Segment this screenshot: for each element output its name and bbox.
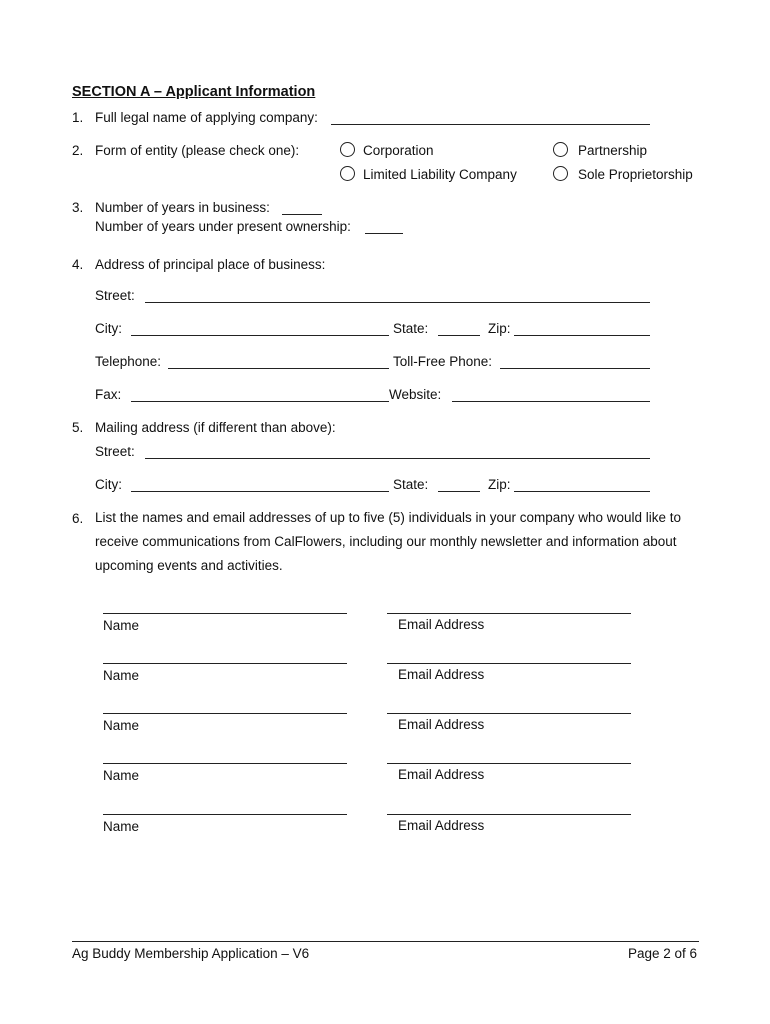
- company-name-field[interactable]: [331, 124, 650, 125]
- mailing-city-label: City:: [95, 477, 122, 492]
- fax-label: Fax:: [95, 387, 122, 402]
- section-title: SECTION A – Applicant Information: [72, 84, 316, 100]
- q2-number: 2.: [72, 143, 84, 158]
- years-ownership-label: Number of years under present ownership:: [95, 219, 351, 234]
- footer-title: Ag Buddy Membership Application – V6: [72, 946, 310, 961]
- contact-name-label: Name: [103, 618, 140, 633]
- mailing-city-field[interactable]: [131, 491, 389, 492]
- state-field[interactable]: [438, 335, 480, 336]
- website-field[interactable]: [452, 401, 650, 402]
- sole-proprietorship-label: Sole Proprietorship: [578, 167, 693, 182]
- sole-proprietorship-radio[interactable]: [553, 166, 568, 181]
- contact-name-field[interactable]: [103, 663, 347, 664]
- city-label: City:: [95, 321, 122, 336]
- contact-name-label: Name: [103, 819, 140, 834]
- state-label: State:: [393, 321, 429, 336]
- mailing-street-label: Street:: [95, 444, 135, 459]
- street-field[interactable]: [145, 302, 650, 303]
- contact-name-label: Name: [103, 718, 140, 733]
- contact-name-field[interactable]: [103, 613, 347, 614]
- partnership-label: Partnership: [578, 143, 648, 158]
- q1-label: Full legal name of applying company:: [95, 110, 318, 125]
- fax-field[interactable]: [131, 401, 389, 402]
- website-label: Website:: [389, 387, 442, 402]
- contact-email-field[interactable]: [387, 713, 631, 714]
- contact-email-label: Email Address: [398, 717, 485, 732]
- q5-number: 5.: [72, 420, 84, 435]
- contact-email-field[interactable]: [387, 814, 631, 815]
- contact-email-label: Email Address: [398, 767, 485, 782]
- zip-field[interactable]: [514, 335, 650, 336]
- partnership-radio[interactable]: [553, 142, 568, 157]
- q3-number: 3.: [72, 200, 84, 215]
- contact-name-field[interactable]: [103, 763, 347, 764]
- years-ownership-field[interactable]: [365, 233, 403, 234]
- corporation-radio[interactable]: [340, 142, 355, 157]
- contact-name-field[interactable]: [103, 814, 347, 815]
- page-number: Page 2 of 6: [627, 946, 697, 961]
- city-field[interactable]: [131, 335, 389, 336]
- years-in-business-field[interactable]: [282, 214, 322, 215]
- q6-text: List the names and email addresses of up to five (5) individuals in your company who would like to receive communications from CalFlowers, including our monthly newsletter and information about upcoming events and activities.: [95, 510, 682, 573]
- contact-email-field[interactable]: [387, 763, 631, 764]
- contact-email-field[interactable]: [387, 663, 631, 664]
- mailing-state-field[interactable]: [438, 491, 480, 492]
- tollfree-field[interactable]: [500, 368, 650, 369]
- q6-number: 6.: [72, 511, 84, 526]
- footer-divider: [72, 941, 699, 942]
- telephone-field[interactable]: [168, 368, 389, 369]
- contact-name-label: Name: [103, 668, 140, 683]
- mailing-zip-label: Zip:: [488, 477, 511, 492]
- contact-email-label: Email Address: [398, 617, 485, 632]
- street-label: Street:: [95, 288, 135, 303]
- mailing-zip-field[interactable]: [514, 491, 650, 492]
- q1-number: 1.: [72, 110, 84, 125]
- years-in-business-label: Number of years in business:: [95, 200, 270, 215]
- q4-label: Address of principal place of business:: [95, 257, 326, 272]
- q5-label: Mailing address (if different than above):: [95, 420, 336, 435]
- tollfree-label: Toll-Free Phone:: [393, 354, 493, 369]
- contact-email-field[interactable]: [387, 613, 631, 614]
- telephone-label: Telephone:: [95, 354, 162, 369]
- mailing-state-label: State:: [393, 477, 429, 492]
- zip-label: Zip:: [488, 321, 511, 336]
- llc-label: Limited Liability Company: [363, 167, 517, 182]
- corporation-label: Corporation: [363, 143, 434, 158]
- contact-name-field[interactable]: [103, 713, 347, 714]
- contact-email-label: Email Address: [398, 667, 485, 682]
- contact-name-label: Name: [103, 768, 140, 783]
- q2-label: Form of entity (please check one):: [95, 143, 300, 158]
- q4-number: 4.: [72, 257, 84, 272]
- llc-radio[interactable]: [340, 166, 355, 181]
- mailing-street-field[interactable]: [145, 458, 650, 459]
- contact-email-label: Email Address: [398, 818, 485, 833]
